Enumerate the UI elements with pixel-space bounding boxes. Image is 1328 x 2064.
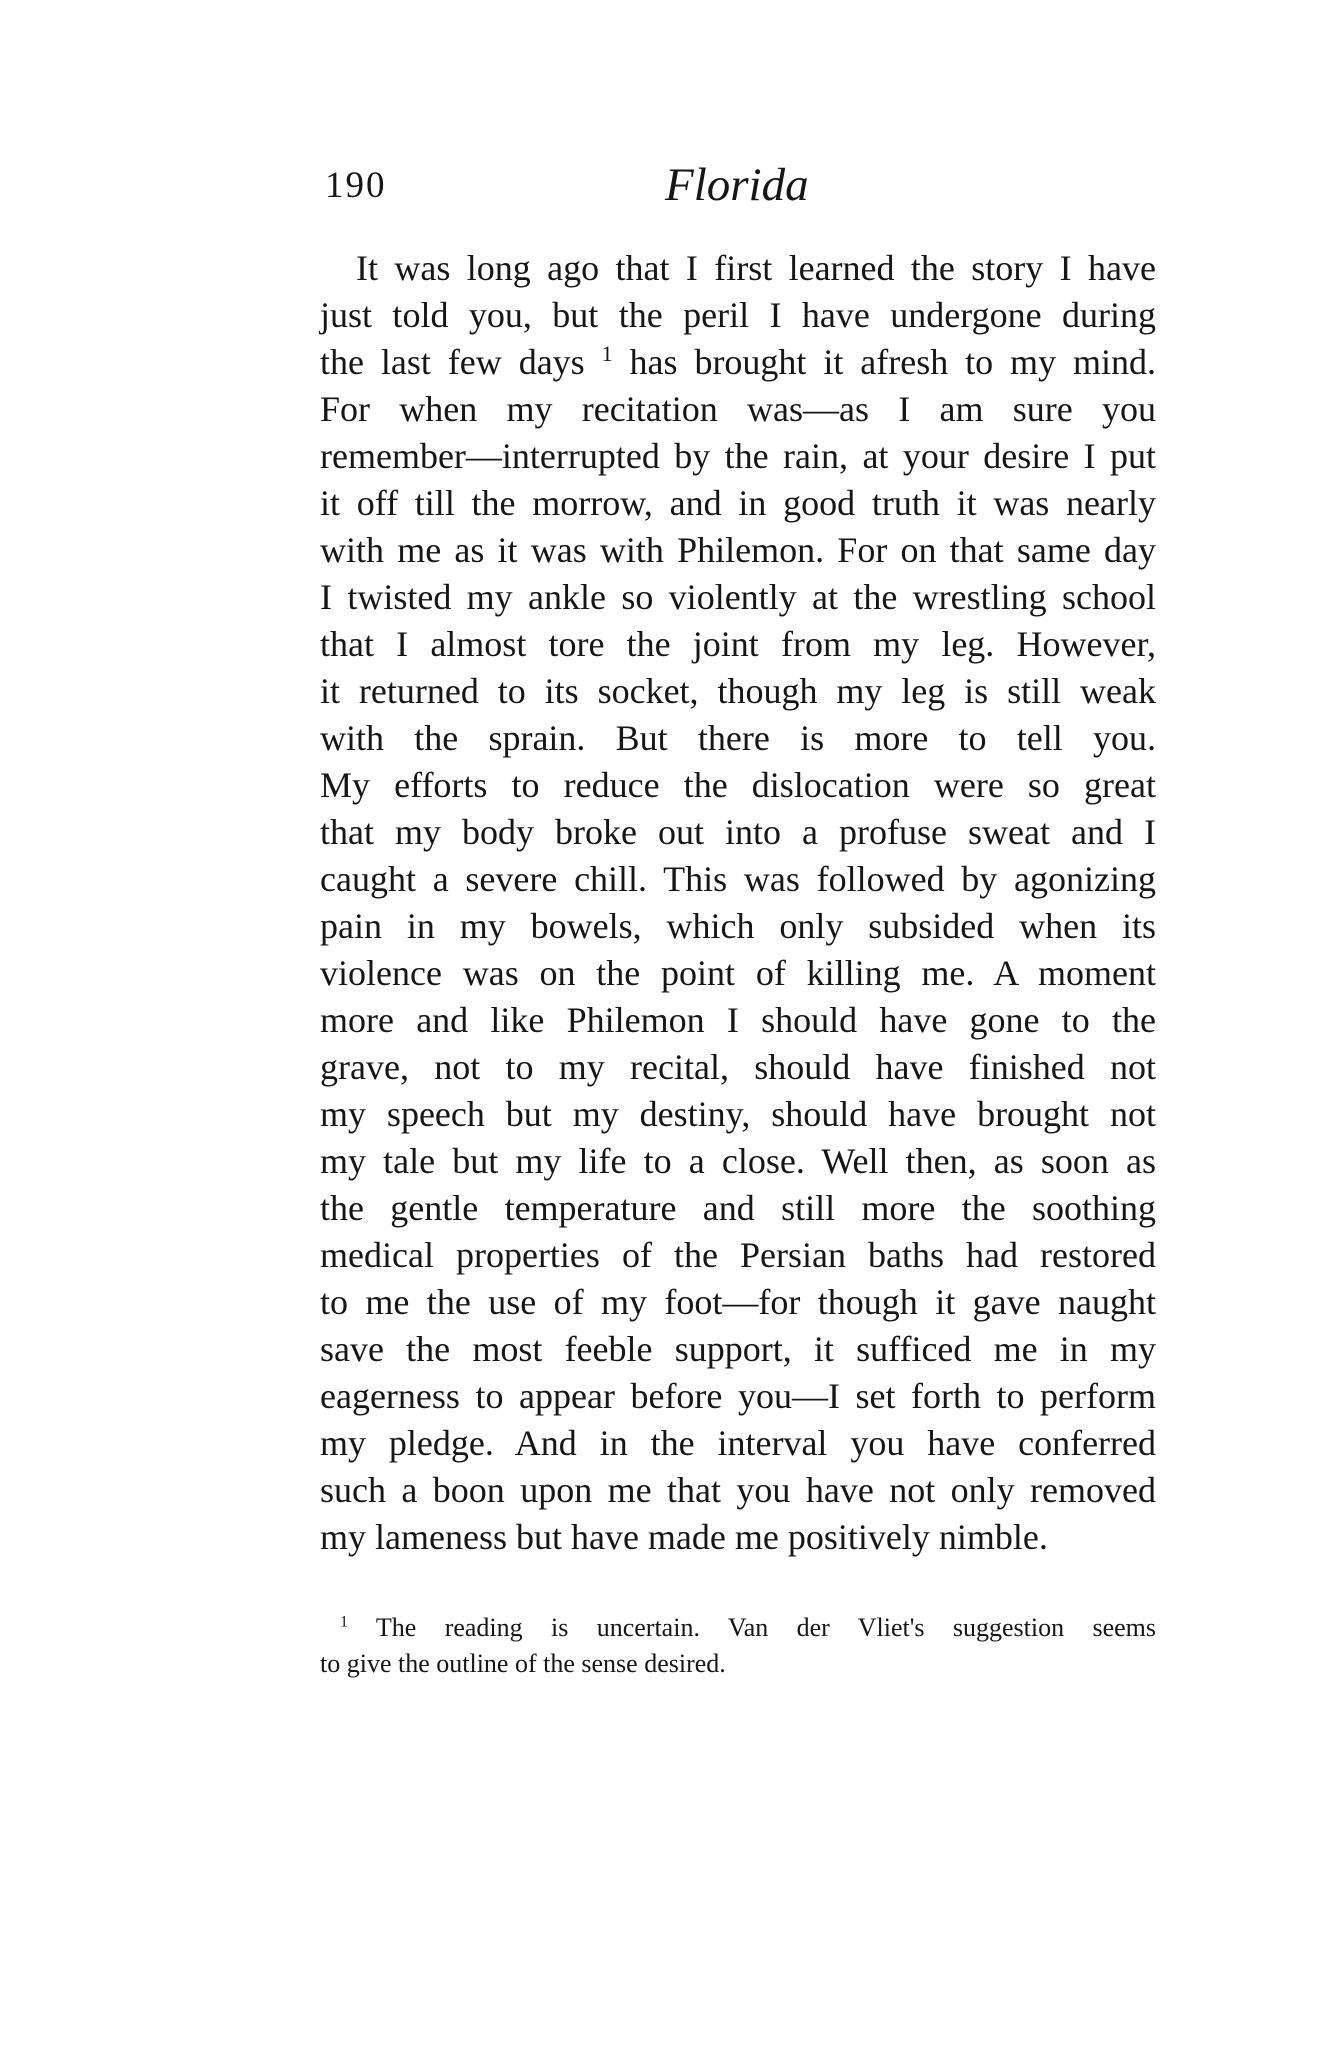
text-line: I twisted my ankle so violently at the wrestling school — [320, 577, 1156, 617]
text-line: my tale but my life to a close. Well then, as soon as — [320, 1141, 1156, 1181]
text-line: my lameness but have made me positively nimble. — [320, 1517, 1048, 1557]
footnote-line: to give the outline of the sense desired. — [320, 1649, 726, 1678]
text-line: just told you, but the peril I have undergone during — [320, 295, 1156, 335]
running-title: Florida — [665, 159, 809, 211]
text-line: save the most feeble support, it sufficed me in my — [320, 1329, 1156, 1369]
text-line: that I almost tore the joint from my leg. However, — [320, 624, 1156, 664]
text-line: to me the use of my foot—for though it gave naught — [320, 1282, 1156, 1322]
text-line: the gentle temperature and still more the soothing — [320, 1188, 1156, 1228]
text-line: It was long ago that I first learned the story I have — [356, 248, 1156, 288]
page-number: 190 — [325, 165, 387, 206]
text-line: it returned to its socket, though my leg is still weak — [320, 671, 1156, 711]
text-line: violence was on the point of killing me. A moment — [320, 953, 1156, 993]
text-line: remember—interrupted by the rain, at your desire I put — [320, 436, 1156, 476]
footnote-reference: 1 — [601, 341, 613, 366]
text-line: my pledge. And in the interval you have conferred — [320, 1423, 1156, 1463]
footnote — [320, 1610, 1156, 1682]
text-line: it off till the morrow, and in good truth it was nearly — [320, 483, 1156, 523]
text-line: medical properties of the Persian baths had restored — [320, 1235, 1156, 1275]
text-line: eagerness to appear before you—I set forth to perform — [320, 1376, 1156, 1416]
page-header — [325, 158, 1155, 218]
text-segment: has brought it afresh to my mind. — [629, 342, 1156, 382]
text-line: that my body broke out into a profuse sweat and I — [320, 812, 1156, 852]
text-line: with the sprain. But there is more to tell you. — [320, 718, 1156, 758]
footnote-mark: 1 — [340, 1613, 348, 1631]
text-line: my speech but my destiny, should have brought not — [320, 1094, 1156, 1134]
text-line: such a boon upon me that you have not only removed — [320, 1470, 1156, 1510]
footnote-line — [320, 1610, 1156, 1646]
text-line: My efforts to reduce the dislocation were so great — [320, 765, 1156, 805]
text-line: pain in my bowels, which only subsided when its — [320, 906, 1156, 946]
text-line: caught a severe chill. This was followed by agonizing — [320, 859, 1156, 899]
text-line: For when my recitation was—as I am sure you — [320, 389, 1156, 429]
text-line-with-footnote-ref — [320, 339, 1156, 386]
text-segment: the last few days — [320, 342, 585, 382]
text-line: with me as it was with Philemon. For on that same day — [320, 530, 1156, 570]
body-text — [320, 245, 1156, 1561]
text-line: grave, not to my recital, should have finished not — [320, 1047, 1156, 1087]
text-line: more and like Philemon I should have gone to the — [320, 1000, 1156, 1040]
footnote-text: The reading is uncertain. Van der Vliet's suggestion seems — [375, 1613, 1157, 1642]
